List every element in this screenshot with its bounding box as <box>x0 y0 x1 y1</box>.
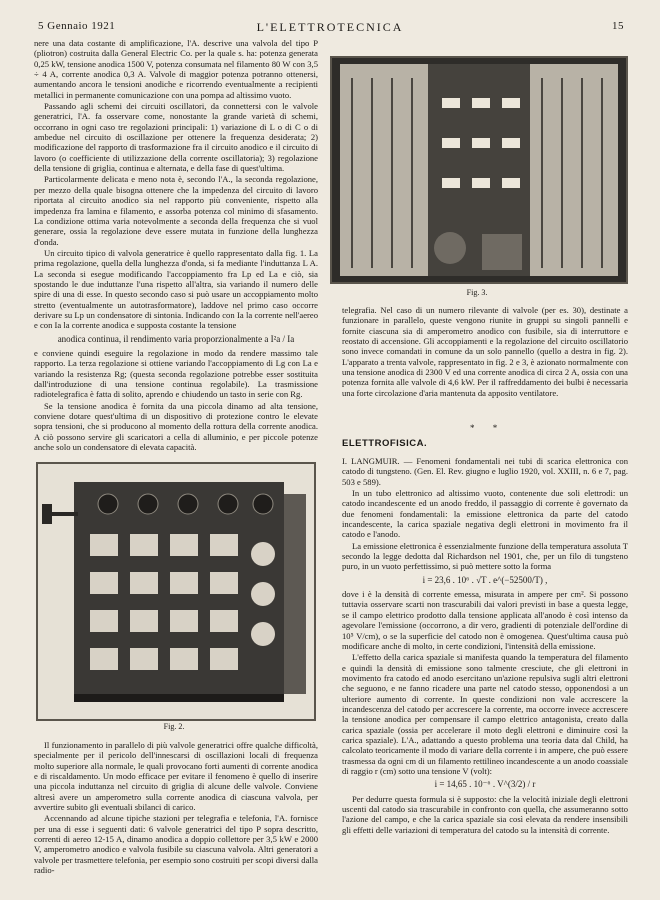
paragraph: L'effetto della carica spaziale si manifesta quando la temperatura del filamento e quindi la densità di emissione sono talmente cresciute, che gli elettroni in movimento fra catodo ed anodo esercitano un'azione repulsiva sugli altri elettroni che seguono, e ne fanno ricadere una parte nel catodo stesso, opponendosi a un ulteriore aumento di corrente. In queste condizioni non vale accrescere la incandescenza del catodo per accrescere la corrente, ma occorre invece accrescere la tensione anodica per compensare il campo elettrico antagonista, creato dalla carica spaziale (ossia per accelerare il moto degli elettroni e diminuire così la carica spaziale). L'A., adattando a questo problema una teoria data dal Child, ha calcolato teoricamente il modo di variare della corrente i in ampere, che può essere trasmessa da ogni cm di un filamento rettilineo incandescente a un anodo coassiale di raggio r (cm) sotto una tensione V (volt): <box>342 652 628 776</box>
section-title: ELETTROFISICA. <box>342 438 428 449</box>
paragraph: Particolarmente delicata e meno nota è, secondo l'A., la seconda regolazione, per mezzo della quale bisogna ottenere che la impedenza del circuito di lavoro riportata al circuito anodico sia nel rapporto più conveniente, rispetto alla impedenza fra lamina e filamento, e assorba potenza col minimo di sfasamento. La condizione ottima varia notevolmente a seconda della frequenza che si vuol generare, ossia la regolazione deve essere mutata in funzione della lunghezza d'onda. <box>34 174 318 247</box>
figure-2-photo <box>36 462 316 721</box>
header-date: 5 Gennaio 1921 <box>38 20 116 32</box>
paragraph: Per dedurre questa formula si è supposto: che la velocità iniziale degli elettroni uscenti dal catodo sia trascurabile in confronto con quella, che assumeranno sotto l'azione del campo, e che la carica spaziale sia così elevata da rendere insensibili gli effetti delle variazioni di temperatura del catodo su la intensità di corrente. <box>342 793 628 835</box>
figure-3-caption: Fig. 3. <box>466 288 488 297</box>
paragraph: Un circuito tipico di valvola generatrice è quello rappresentato dalla fig. 1. La prima regolazione, quella della lunghezza d'onda, si fa mediante l'induttanza L A. La seconda si esegue modificando l'accoppiamento fra Lp ed La e ciò, sia spostando le due induttanze l'una rispetto all'altra, sia variando il numero delle spire di una di esse. In questo secondo caso si può usare un accoppiamento molto stretto (eventualmente un autotrasformatore), laddove nel primo caso occorre derivare su Lp un condensatore di sintonia. Indicando con Ia la corrente nell'aereo e con Ia la corrente anodica e supposta costante la tensione <box>34 247 318 331</box>
paragraph: Il funzionamento in parallelo di più valvole generatrici offre qualche difficoltà, specialmente per il pericolo dell'innescarsi di oscillazioni locali di frequenza molto superiore alla normale, le quali provocano forti aumenti di corrente anodica e di riscaldamento. Un modo efficace per evitare il fenomeno è quello di inserire una piccola induttanza nel circuito di griglia di alcune delle valvole. Conviene altresì avere un amperometro sulla corrente anodica di ciascuna valvola, per avvertire subito gli eventuali sbilanci di carico. <box>34 740 318 813</box>
paragraph: In un tubo elettronico ad altissimo vuoto, contenente due soli elettrodi: un catodo incandescente ed un anodo freddo, il passaggio di corrente è governato da due fenomeni fondamentali: la emissione elettronica da parte del catodo incandescente, la carica spaziale negativa degli elettroni in movimento fra il catodo e l'anodo. <box>342 488 628 540</box>
right-column-body <box>342 456 628 836</box>
paragraph: telegrafia. Nel caso di un numero rilevante di valvole (per es. 30), destinate a funzionare in parallelo, queste vengono riunite in gruppi su singoli pannelli e fornite ciascuna sia di amperometro anodico con fusibile, sia di interruttore e reostato di accensione. Gli accoppiamenti e la regolazione del circuito oscillatorio sono invece comandati in comune da un solo pannello (quello a destra in fig. 2). L'apparato a trenta valvole, rappresentato in fig. 2 e 3, è azionato normalmente con una tensione anodica di 2300 V ed una corrente anodica di circa 2 A, ossia con una potenza fornita alle valvole di 4,6 kW. Per il raffreddamento dei bulbi è necessaria una forte circolazione d'aria mantenuta da apposito ventilatore. <box>342 305 628 398</box>
left-column-bottom <box>34 740 318 876</box>
paragraph: dove i è la densità di corrente emessa, misurata in ampere per cm². Si possono tuttavia osservare scarti non trascurabili dai valori previsti in base a questa legge, se il campo elettrico prodotto dalla tensione applicata all'anodo è così intenso da agevolare l'emissione (occorrono, a dir vero, gradienti di potenziale dell'ordine di 10⁵ V/cm), o se la superficie del catodo non è omogenea. Quest'ultima causa può modificare anche di molto, in certe condizioni, l'intensità della emissione. <box>342 589 628 651</box>
formula-richardson: i = 23,6 . 10⁶ . √T . e^(−52500/T) , <box>422 574 548 585</box>
left-column-top <box>34 38 318 453</box>
paragraph: La emissione elettronica è essenzialmente funzione della temperatura assoluta T secondo la legge dedotta dal Richardson nel 1901, che, per un filo di tungsteno puro, in un vuoto perfettissimo, si può mettere sotto la forma <box>342 540 628 572</box>
reference-entry: I. LANGMUIR. — Fenomeni fondamentali nei tubi di scarica elettronica con catodo di tungsteno. (Gen. El. Rev. giugno e luglio 1920, vol. XXIII, n. 6 e 7, pag. 503 e 589). <box>342 456 628 487</box>
valve-generator-panel-illustration <box>38 464 314 719</box>
header-journal: L'ELETTROTECNICA <box>256 20 404 34</box>
paragraph: nere una data costante di amplificazione, l'A. descrive una valvola del tipo P (pliotron) costruita dalla General Electric Co. per la quale s. ha: potenza generata 0,25 kW, tensione anodica 1500 V, potenza consumata nel filamento 80 W con 3,5 ÷ 4 A, corrente anodica 0,3 A. Valvole di maggior potenza potranno ottenersi, aumentando ancora le tensioni anodiche e ricorrendo eventualmente a recipienti metallici in permanente comunicazione con una pompa ad altissimo vuoto. <box>34 38 318 100</box>
right-column-top <box>342 305 628 399</box>
paragraph: Passando agli schemi dei circuiti oscillatori, da connettersi con le valvole generatrici, l'A. fa osservare come, nonostante la grande varietà di schemi, occorrano in ogni caso tre regolazioni principali: 1) variazione di L o di C o di ambedue nel circuito di oscillazione per ottenere la frequenza desiderata; 2) modificazione del rapporto di trasformazione fra il circuito anodico e il circuito di lavoro (o coefficiente di utilizzazione della corrente oscillatoria); 3) regolazione della tensione di griglia, continua e alternata, e della fase di quest'ultima. <box>34 101 318 174</box>
header-page-number: 15 <box>612 20 624 32</box>
paragraph: Se la tensione anodica è fornita da una piccola dinamo ad alta tensione, conviene dotare quest'ultima di un dispositivo di protezione contro le elevate sopra tensioni, che si producono al momento della rottura della corrente anodica. A ciò possono servire gli scaricatori a cella di alluminio, e per piccole potenze anche solo un condensatore di elevata capacità. <box>34 400 318 453</box>
section-separator: * * <box>470 423 506 433</box>
paragraph: Accennando ad alcune tipiche stazioni per telegrafia e telefonia, l'A. fornisce per una di esse i seguenti dati: 6 valvole generatrici del tipo P sopra descritto, correnti di aereo 12-15 A, dinamo anodica a doppio collettore per 3,5 kW e 2000 V, amperometro anodico e valvola fusibile su ciascuna valvola. Altri generatori a valvole per trasmettere telefonia, per esempio sono costruiti per scopi diversi dalla radio- <box>34 813 318 876</box>
valve-rack-illustration <box>332 58 626 282</box>
paragraph: e conviene quindi eseguire la regolazione in modo da rendere massimo tale rapporto. La terza regolazione si ottiene variando l'accoppiamento di Lg con La e variando la resistenza Rg; (questa seconda regolazione potrebbe esser sostituita dall'introduzione di una tensione continua regolabile). La trasmissione radiotelegrafica è fatta di solito, aprendo e chiudendo un tasto in serie con Rg. <box>34 347 318 400</box>
figure-2-caption: Fig. 2. <box>163 722 185 731</box>
formula-child: i = 14,65 . 10⁻⁶ . V^(3/2) / r <box>434 779 536 790</box>
figure-3-photo <box>330 56 628 284</box>
formula-efficiency: anodica continua, il rendimento varia proporzionalmente a I²a / Ia <box>57 333 295 344</box>
